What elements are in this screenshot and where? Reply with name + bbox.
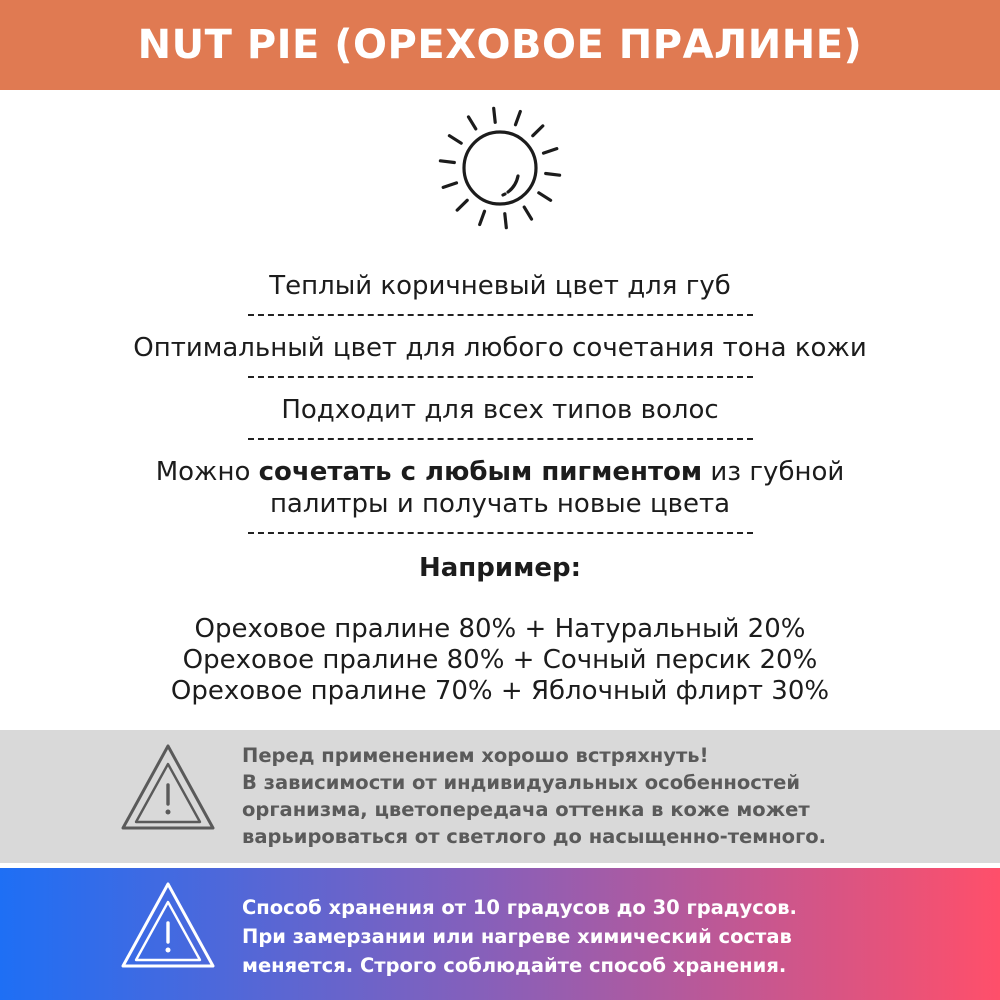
sun-icon xyxy=(432,100,568,236)
sun-ray xyxy=(449,136,461,144)
warning-triangle-icon xyxy=(118,740,218,836)
warning-line: организма, цветопередача оттенка в коже может xyxy=(242,798,810,821)
warning-triangle-icon xyxy=(118,878,218,974)
example-item: Ореховое пралине 70% + Яблочный флирт 30% xyxy=(170,676,830,706)
dashed-divider xyxy=(248,438,753,440)
warning-line: варьироваться от светлого до насыщенно-темного. xyxy=(242,825,827,848)
examples-list xyxy=(171,614,829,707)
dashed-divider xyxy=(248,532,753,534)
examples-title: Например: xyxy=(419,553,581,583)
sun-ray xyxy=(494,108,496,122)
storage-line: При замерзании или нагреве химический состав xyxy=(242,925,792,948)
sun-ray xyxy=(544,149,557,154)
feature-combine-second: палитры и получать новые цвета xyxy=(269,489,731,519)
dashed-divider xyxy=(248,376,753,378)
storage-line: меняется. Строго соблюдайте способ хранения. xyxy=(242,954,787,977)
sun-ray xyxy=(469,117,476,129)
example-item: Ореховое пралине 80% + Сочный персик 20% xyxy=(182,645,818,675)
sun-ray xyxy=(440,161,454,163)
sun-ray xyxy=(516,112,521,125)
feature-warm-brown: Теплый коричневый цвет для губ xyxy=(269,271,731,301)
feature-hair-types: Подходит для всех типов волос xyxy=(281,395,719,425)
header-banner xyxy=(0,0,1000,90)
sun-ray xyxy=(457,200,467,210)
storage-warning-text xyxy=(242,893,992,980)
sun-ray xyxy=(505,214,507,228)
features-list xyxy=(0,270,1000,707)
sun-ray xyxy=(480,211,485,224)
storage-line: Способ хранения от 10 градусов до 30 градусов. xyxy=(242,896,797,919)
sun-ray xyxy=(443,183,456,188)
sun-ray xyxy=(546,174,560,176)
page-title: NUT PIE (ОРЕХОВОЕ ПРАЛИНЕ) xyxy=(137,22,863,68)
feature-combine-suffix: из губной xyxy=(702,457,845,487)
warning-line: Перед применением хорошо встряхнуть! xyxy=(242,744,709,767)
sun-ray xyxy=(539,193,551,201)
feature-skin-tone: Оптимальный цвет для любого сочетания тона кожи xyxy=(133,333,867,363)
usage-warning-text xyxy=(242,742,982,850)
dashed-divider xyxy=(248,314,753,316)
feature-combine-bold: сочетать с любым пигментом xyxy=(258,457,703,487)
sun-ray xyxy=(533,126,543,136)
sun-ray xyxy=(524,207,531,219)
warning-line: В зависимости от индивидуальных особенностей xyxy=(242,771,801,794)
feature-combine xyxy=(156,456,845,488)
example-item: Ореховое пралине 80% + Натуральный 20% xyxy=(194,614,806,644)
feature-combine-prefix: Можно xyxy=(155,457,259,487)
